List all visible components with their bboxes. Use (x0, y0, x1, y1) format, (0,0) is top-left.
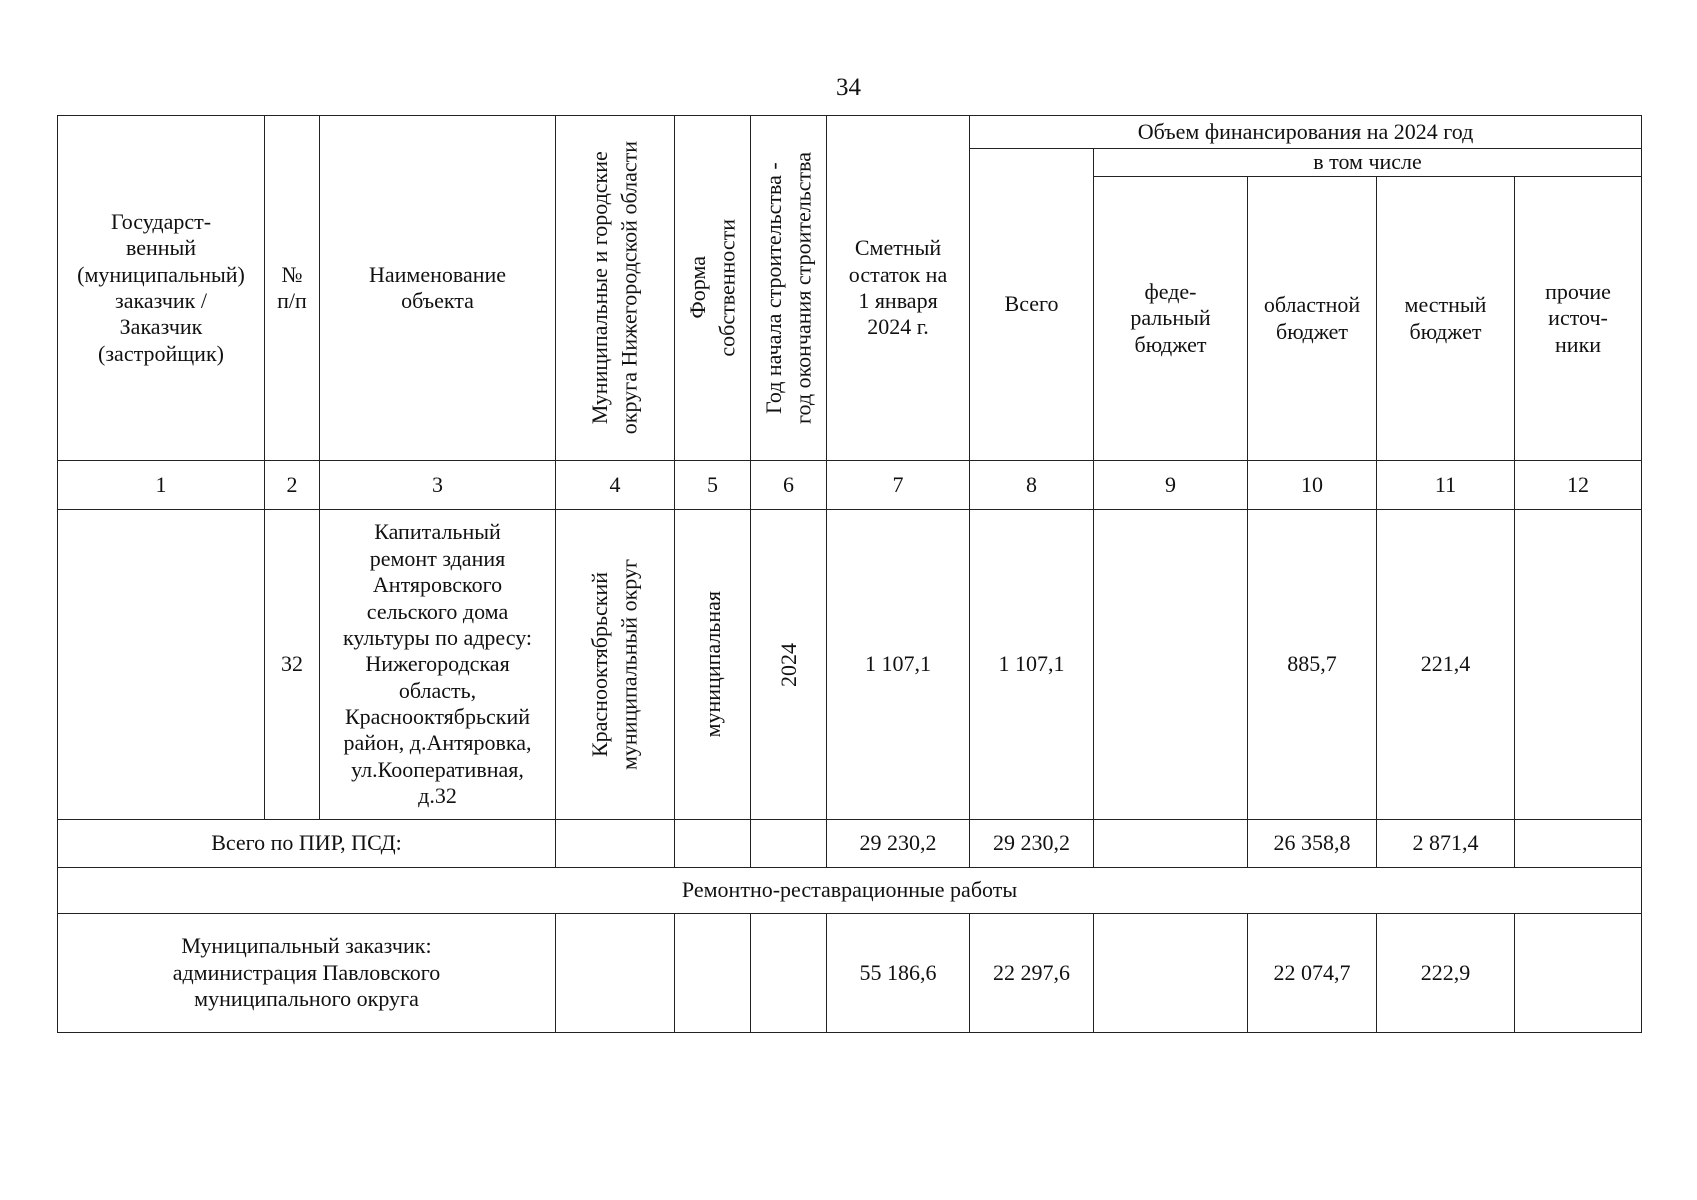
customer-empty-cell (751, 914, 827, 1033)
object-years (751, 510, 827, 820)
financing-table (57, 115, 1642, 1033)
header-ownership-line2: собственности (714, 219, 740, 357)
customer-empty-cell (675, 914, 751, 1033)
header-municipality-line2: округа Нижегородской области (617, 141, 642, 435)
col-number: 12 (1515, 461, 1642, 510)
object-other (1515, 510, 1642, 820)
customer-empty-cell (556, 914, 675, 1033)
object-federal (1094, 510, 1248, 820)
customer-other (1515, 914, 1642, 1033)
col-number: 4 (556, 461, 675, 510)
col-number: 3 (320, 461, 556, 510)
col-number: 11 (1377, 461, 1515, 510)
header-ownership (675, 116, 751, 461)
object-number: 32 (265, 510, 320, 820)
total-pir-local: 2 871,4 (1377, 820, 1515, 868)
total-pir-total: 29 230,2 (970, 820, 1094, 868)
object-name: Капитальный ремонт здания Антяровского сельского дома культуры по адресу: Нижегородская область, Краснооктябрьский район, д.Антяровка, ул.Кооперативная, д.32 (320, 510, 556, 820)
header-ownership-line1: Форма (684, 256, 710, 320)
total-pir-regional: 26 358,8 (1248, 820, 1377, 868)
table-row-customer (58, 914, 1642, 1033)
header-municipality (556, 116, 675, 461)
table-row-section (58, 868, 1642, 914)
customer-total: 22 297,6 (970, 914, 1094, 1033)
object-municipality-line2: муниципальный округ (617, 558, 642, 770)
total-pir-other (1515, 820, 1642, 868)
table-row-object (58, 510, 1642, 820)
customer-federal (1094, 914, 1248, 1033)
header-federal: феде- ральный бюджет (1094, 177, 1248, 461)
header-object-name: Наименование объекта (320, 116, 556, 461)
header-other: прочие источ- ники (1515, 177, 1642, 461)
col-number: 8 (970, 461, 1094, 510)
object-local: 221,4 (1377, 510, 1515, 820)
object-ownership-text: муниципальная (699, 591, 725, 738)
header-customer: Государст- венный (муниципальный) заказчик / Заказчик (застройщик) (58, 116, 265, 461)
customer-label: Муниципальный заказчик: администрация Павловского муниципального округа (58, 914, 556, 1033)
header-years-line2: год окончания строительства (790, 152, 816, 424)
header-including: в том числе (1094, 149, 1642, 177)
object-years-text: 2024 (775, 642, 801, 687)
header-years (751, 116, 827, 461)
total-pir-estimate-remainder: 29 230,2 (827, 820, 970, 868)
col-number: 5 (675, 461, 751, 510)
header-municipality-line1: Муниципальные и городские (587, 151, 613, 425)
col-number: 2 (265, 461, 320, 510)
header-local: местный бюджет (1377, 177, 1515, 461)
object-ownership (675, 510, 751, 820)
total-pir-empty-cell (675, 820, 751, 868)
object-estimate-remainder: 1 107,1 (827, 510, 970, 820)
total-pir-empty-cell (751, 820, 827, 868)
total-pir-label: Всего по ПИР, ПСД: (58, 820, 556, 868)
total-pir-federal (1094, 820, 1248, 868)
table-row-total-pir (58, 820, 1642, 868)
object-customer (58, 510, 265, 820)
page-number: 34 (836, 74, 861, 101)
header-total: Всего (970, 149, 1094, 461)
col-number: 6 (751, 461, 827, 510)
header-regional: областной бюджет (1248, 177, 1377, 461)
header-years-line1: Год начала строительства - (760, 162, 786, 414)
object-total: 1 107,1 (970, 510, 1094, 820)
customer-local: 222,9 (1377, 914, 1515, 1033)
column-numbers-row (58, 461, 1642, 510)
section-title: Ремонтно-реставрационные работы (58, 868, 1642, 914)
customer-regional: 22 074,7 (1248, 914, 1377, 1033)
header-number: № п/п (265, 116, 320, 461)
object-regional: 885,7 (1248, 510, 1377, 820)
col-number: 7 (827, 461, 970, 510)
total-pir-empty-cell (556, 820, 675, 868)
object-municipality-line1: Краснооктябрьский (587, 571, 613, 758)
object-municipality (556, 510, 675, 820)
col-number: 9 (1094, 461, 1248, 510)
col-number: 10 (1248, 461, 1377, 510)
header-estimate-remainder: Сметный остаток на 1 января 2024 г. (827, 116, 970, 461)
header-financing-group: Объем финансирования на 2024 год (970, 116, 1642, 149)
customer-estimate-remainder: 55 186,6 (827, 914, 970, 1033)
col-number: 1 (58, 461, 265, 510)
